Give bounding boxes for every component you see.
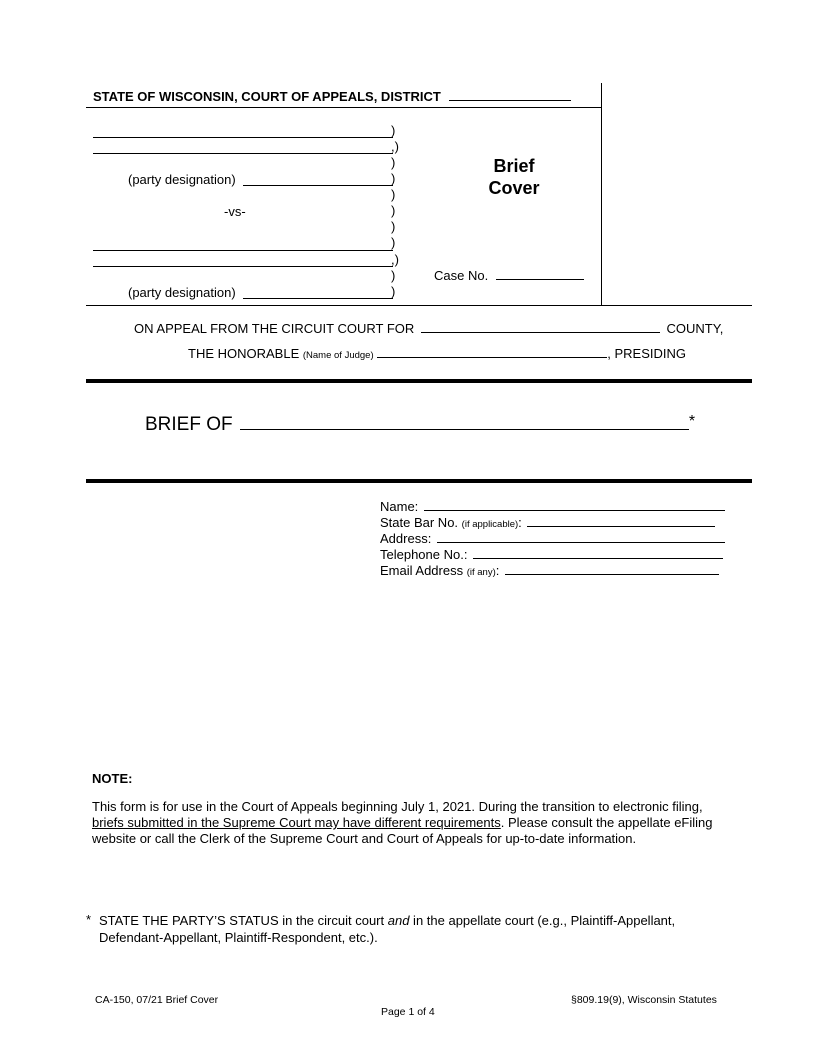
paren: ) — [391, 155, 396, 170]
form-id: CA-150, 07/21 Brief Cover — [95, 994, 219, 1006]
county-blank[interactable] — [421, 321, 660, 333]
court-heading: STATE OF WISCONSIN, COURT OF APPEALS, DISTRICT — [93, 89, 571, 104]
caption-divider — [601, 83, 602, 306]
heading-rule — [86, 107, 602, 108]
judge-blank[interactable] — [377, 346, 607, 358]
paren: ) — [391, 268, 396, 283]
email-blank[interactable] — [505, 563, 719, 575]
paren: ) — [391, 171, 396, 186]
party1-designation: (party designation) — [128, 172, 236, 187]
paren: ,) — [391, 252, 399, 267]
paren: ) — [391, 284, 396, 299]
judge-line: THE HONORABLE (Name of Judge) , PRESIDING — [188, 346, 687, 361]
brief-of-blank[interactable] — [240, 413, 689, 430]
paren: ) — [391, 219, 396, 234]
paren: ) — [391, 203, 396, 218]
address-blank[interactable] — [437, 531, 725, 543]
paren: ) — [391, 187, 396, 202]
bar-number-blank[interactable] — [527, 515, 715, 527]
party2-designation: (party designation) — [128, 285, 236, 300]
party2-designation-blank[interactable] — [243, 298, 393, 299]
telephone-blank[interactable] — [473, 547, 723, 559]
party1-line-1[interactable] — [93, 137, 393, 138]
party1-designation-blank[interactable] — [243, 185, 393, 186]
email-row: Email Address (if any): — [380, 563, 719, 578]
note-body: This form is for use in the Court of Appeals beginning July 1, 2021. During the transition to electronic filing, briefs submitted in the Supreme Court may have different requirements. Please consult the appellate eFiling website or call the Clerk of the Supreme Court and Court of Appeals for up-to-date information. — [92, 799, 713, 846]
brief-cover-title: Brief Cover — [488, 156, 540, 198]
attorney-name-blank[interactable] — [424, 499, 725, 511]
attorney-name-row: Name: — [380, 499, 725, 514]
brief-of-line: BRIEF OF * — [145, 413, 696, 435]
versus: -vs- — [224, 204, 246, 219]
telephone-row: Telephone No.: — [380, 547, 723, 562]
address-row: Address: — [380, 531, 725, 546]
paren: ) — [391, 235, 396, 250]
district-blank[interactable] — [449, 89, 571, 101]
appeal-line: ON APPEAL FROM THE CIRCUIT COURT FOR COUNTY, — [134, 321, 724, 336]
thick-rule-bottom — [86, 479, 752, 483]
paren: ,) — [391, 139, 399, 154]
supreme-court-requirements-link[interactable]: briefs submitted in the Supreme Court may have different requirements — [92, 815, 501, 830]
note-heading: NOTE: — [92, 771, 133, 786]
paren: ) — [391, 123, 396, 138]
caption-bottom-rule — [86, 305, 752, 306]
case-number-blank[interactable] — [496, 268, 584, 280]
footnote-text: STATE THE PARTY’S STATUS in the circuit court and in the appellate court (e.g., Plaintiff-Appellant, Defendant-Appellant, Plaintiff-Respondent, etc.). — [99, 913, 676, 945]
party2-line-1[interactable] — [93, 250, 393, 251]
footnote-marker: * — [86, 912, 92, 927]
bar-number-row: State Bar No. (if applicable): — [380, 515, 715, 530]
case-number: Case No. — [434, 268, 584, 283]
party1-line-2[interactable] — [93, 153, 393, 154]
page-number: Page 1 of 4 — [381, 1006, 435, 1018]
party2-line-2[interactable] — [93, 266, 393, 267]
statute-reference: §809.19(9), Wisconsin Statutes — [571, 994, 717, 1006]
thick-rule-top — [86, 379, 752, 383]
